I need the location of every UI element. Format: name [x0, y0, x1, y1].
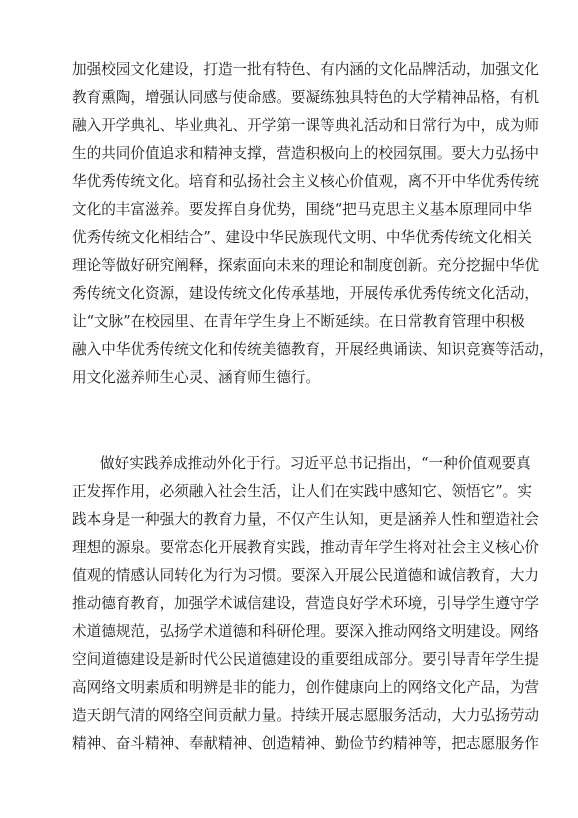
text-line: 融入中华优秀传统文化和传统美德教育，开展经典诵读、知识竞赛等活动， — [72, 341, 554, 358]
text-line: 文化的丰富滋养。要发挥自身优势，围绕“把马克思主义基本原理同中华 — [72, 201, 532, 218]
text-line: 秀传统文化资源，建设传统文化传承基地，开展传承优秀传统文化活动， — [72, 285, 540, 302]
text-line: 优秀传统文化相结合”、建设中华民族现代文明、中华优秀传统文化相关 — [72, 229, 532, 246]
text-line: 精神、奋斗精神、奉献精神、创造精神、勤俭节约精神等，把志愿服务作 — [72, 735, 540, 752]
text-line: 理想的源泉。要常态化开展教育实践，推动青年学生将对社会主义核心价 — [72, 539, 540, 556]
text-line: 融入开学典礼、毕业典礼、开学第一课等典礼活动和日常行为中，成为师 — [72, 117, 540, 134]
text-line: 空间道德建设是新时代公民道德建设的重要组成部分。要引导青年学生提 — [72, 651, 540, 668]
text-line: 推动德育教育，加强学术诚信建设，营造良好学术环境，引导学生遵守学 — [72, 595, 540, 612]
text-line: 践本身是一种强大的教育力量，不仅产生认知，更是涵养人性和塑造社会 — [72, 511, 540, 528]
text-line: 教育熏陶，增强认同感与使命感。要凝练独具特色的大学精神品格，有机 — [72, 89, 540, 106]
text-line: 正发挥作用，必须融入社会生活，让人们在实践中感知它、领悟它”。实 — [72, 483, 532, 500]
text-line: 造天朗气清的网络空间贡献力量。持续开展志愿服务活动，大力弘扬劳动 — [72, 707, 540, 724]
text-line: 值观的情感认同转化为行为习惯。要深入开展公民道德和诚信教育，大力 — [72, 567, 540, 584]
text-line: 做好实践养成推动外化于行。习近平总书记指出，“一种价值观要真 — [100, 455, 531, 472]
text-line: 加强校园文化建设，打造一批有特色、有内涵的文化品牌活动，加强文化 — [72, 61, 540, 78]
text-line: 理论等做好研究阐释，探索面向未来的理论和制度创新。充分挖掘中华优 — [72, 257, 540, 274]
text-line: 华优秀传统文化。培育和弘扬社会主义核心价值观，离不开中华优秀传统 — [72, 173, 540, 190]
text-line: 用文化滋养师生心灵、涵育师生德行。 — [72, 369, 321, 386]
text-line: 让“文脉”在校园里、在青年学生身上不断延续。在日常教育管理中积极 — [72, 313, 525, 330]
text-line: 生的共同价值追求和精神支撑，营造积极向上的校园氛围。要大力弘扬中 — [72, 145, 540, 162]
text-line: 高网络文明素质和明辨是非的能力，创作健康向上的网络文化产品，为营 — [72, 679, 540, 696]
text-line: 术道德规范，弘扬学术道德和科研伦理。要深入推动网络文明建设。网络 — [72, 623, 540, 640]
